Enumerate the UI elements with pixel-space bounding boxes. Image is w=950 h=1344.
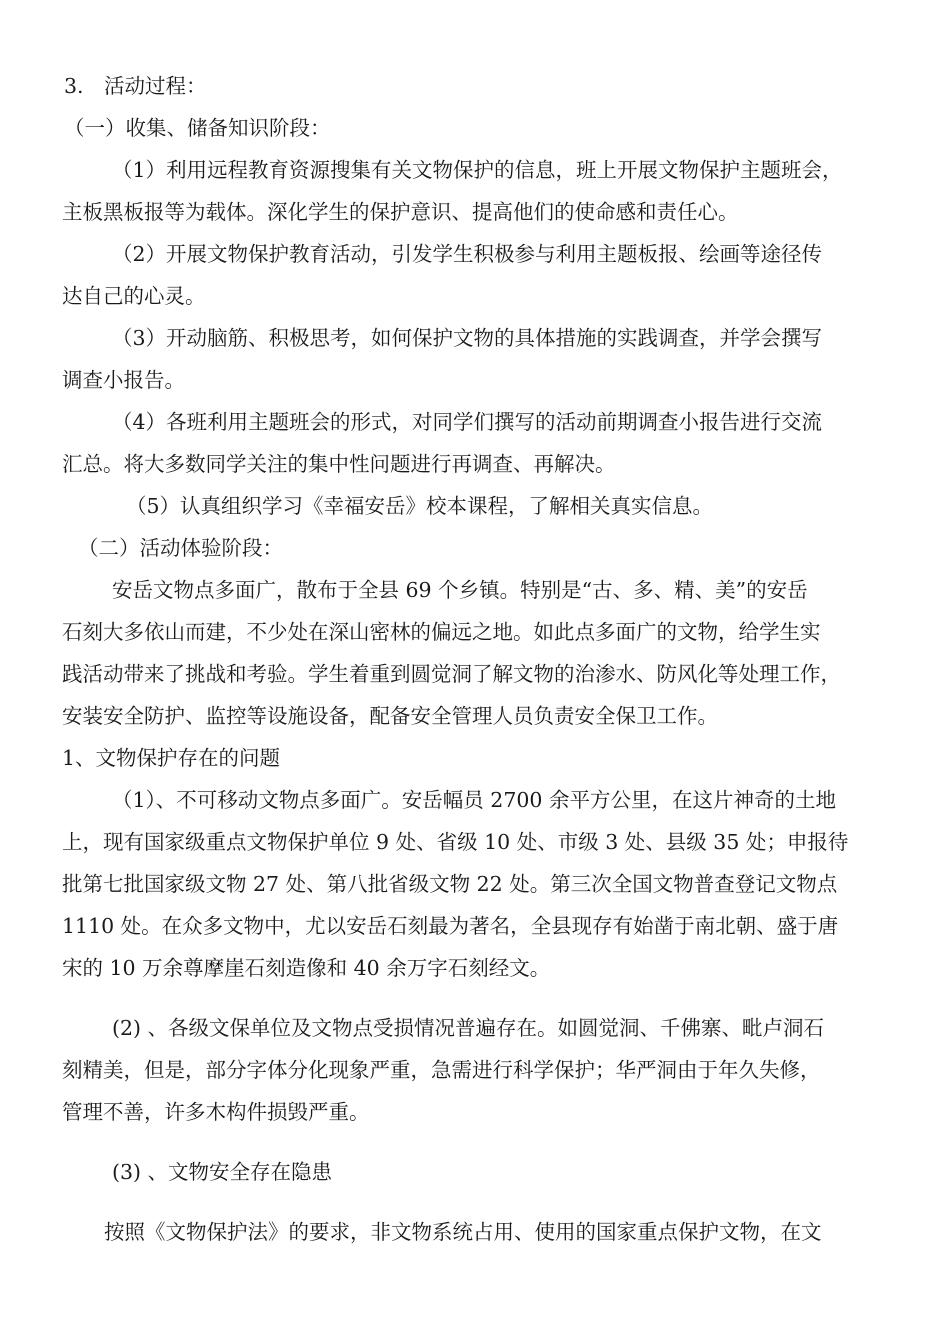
paragraph-line: 调查小报告。 (62, 368, 185, 392)
paragraph-line: （1）利用远程教育资源搜集有关文物保护的信息，班上开展文物保护主题班会， (112, 158, 843, 182)
paragraph-line: 石刻大多依山而建，不少处在深山密林的偏远之地。如此点多面广的文物，给学生实 (62, 620, 821, 644)
paragraph-line: 批第七批国家级文物 27 处、第八批省级文物 22 处。第三次全国文物普查登记文物点 (62, 872, 838, 896)
paragraph-line: (2) 、各级文保单位及文物点受损情况普遍存在。如圆觉洞、千佛寨、毗卢洞石 (112, 1016, 825, 1040)
section-heading: 3. 活动过程： (64, 74, 207, 98)
subsection-heading: 1、文物保护存在的问题 (62, 746, 281, 770)
paragraph-line: 刻精美，但是，部分字体分化现象严重，急需进行科学保护；华严洞由于年久失修， (62, 1058, 821, 1082)
paragraph-line: （4）各班利用主题班会的形式，对同学们撰写的活动前期调查小报告进行交流 (112, 410, 823, 434)
paragraph-line: 汇总。将大多数同学关注的集中性问题进行再调查、再解决。 (62, 452, 616, 476)
paragraph-line: （2）开展文物保护教育活动，引发学生积极参与利用主题板报、绘画等途径传 (112, 242, 823, 266)
paragraph-line: （1）、不可移动文物点多面广。安岳幅员 2700 余平方公里，在这片神奇的土地 (112, 788, 836, 812)
subsection-heading: （二）活动体验阶段： (78, 536, 283, 560)
paragraph-line: 安装安全防护、监控等设施设备，配备安全管理人员负责安全保卫工作。 (62, 704, 718, 728)
paragraph-line: 践活动带来了挑战和考验。学生着重到圆觉洞了解文物的治渗水、防风化等处理工作， (62, 662, 841, 686)
paragraph-line: 上，现有国家级重点文物保护单位 9 处、省级 10 处、市级 3 处、县级 35 处；申报待 (62, 830, 849, 854)
paragraph-line: （5）认真组织学习《幸福安岳》校本课程，了解相关真实信息。 (126, 494, 714, 518)
paragraph-line: 管理不善，许多木构件损毁严重。 (62, 1100, 370, 1124)
paragraph-line: 主板黑板报等为载体。深化学生的保护意识、提高他们的使命感和责任心。 (62, 200, 739, 224)
paragraph-line: （3）开动脑筋、积极思考，如何保护文物的具体措施的实践调查，并学会撰写 (112, 326, 823, 350)
paragraph-line: 宋的 10 万余尊摩崖石刻造像和 40 余万字石刻经文。 (62, 956, 551, 980)
paragraph-line: (3) 、文物安全存在隐患 (112, 1160, 333, 1184)
paragraph-line: 1110 处。在众多文物中，尤以安岳石刻最为著名，全县现存有始凿于南北朝、盛于唐 (62, 914, 839, 938)
paragraph-line: 安岳文物点多面广，散布于全县 69 个乡镇。特别是“古、多、精、美”的安岳 (112, 578, 808, 602)
paragraph-line: 达自己的心灵。 (62, 284, 206, 308)
paragraph-line: 按照《文物保护法》的要求，非文物系统占用、使用的国家重点保护文物，在文 (104, 1220, 822, 1244)
subsection-heading: （一）收集、储备知识阶段： (64, 116, 331, 140)
